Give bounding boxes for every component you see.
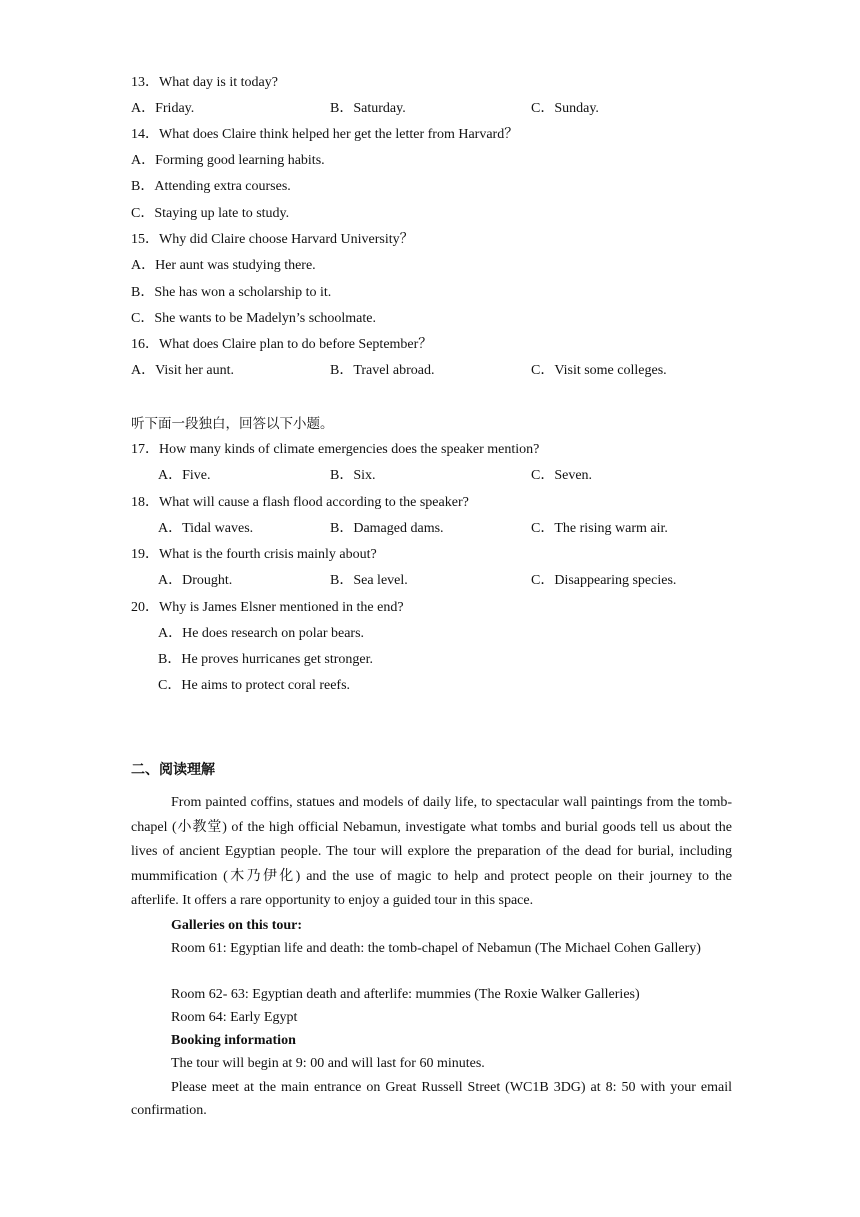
q19-option-c: C．Disappearing species. xyxy=(531,573,677,588)
q20-option-c: C．He aims to protect coral reefs. xyxy=(158,678,351,693)
q17-option-a: A．Five. xyxy=(158,468,211,483)
q16-option-c: C．Visit some colleges. xyxy=(531,363,667,378)
q19-option-b: B．Sea level. xyxy=(330,573,408,588)
question-13: 13．What day is it today? xyxy=(131,75,278,90)
q15-option-a: A．Her aunt was studying there. xyxy=(131,258,316,273)
question-20: 20．Why is James Elsner mentioned in the end? xyxy=(131,600,404,615)
booking-line-1: The tour will begin at 9: 00 and will last for 60 minutes. xyxy=(171,1056,485,1071)
q20-option-a: A．He does research on polar bears. xyxy=(158,626,365,641)
q20-option-b: B．He proves hurricanes get stronger. xyxy=(158,652,373,667)
q15-option-c: C．She wants to be Madelyn’s schoolmate. xyxy=(131,311,376,326)
section-title: 二、阅读理解 xyxy=(131,762,215,778)
question-19: 19．What is the fourth crisis mainly about? xyxy=(131,547,377,562)
question-16: 16．What does Claire plan to do before September？ xyxy=(131,337,433,352)
q19-option-a: A．Drought. xyxy=(158,573,233,588)
q18-option-c: C．The rising warm air. xyxy=(531,521,668,536)
room-64: Room 64: Early Egypt xyxy=(171,1010,298,1025)
booking-line-2: Please meet at the main entrance on Great Russell Street (WC1B 3DG) at 8: 50 with your email confirmation. xyxy=(131,1080,732,1118)
intro-paragraph: From painted coffins, statues and models of daily life, to spectacular wall paintings from the tomb-chapel (小教堂) of the high official Nebamun, investigate what tombs and burial goods tell us about the lives of ancient Egyptian people. The tour will explore the preparation of the dead for burial, including mummification (木乃伊化) and the use of magic to help and protect people on their journey to the afterlife. It offers a rare opportunity to enjoy a guided tour in this space. xyxy=(131,795,732,909)
question-17: 17．How many kinds of climate emergencies does the speaker mention? xyxy=(131,442,540,457)
monologue-instruction: 听下面一段独白，回答以下小题。 xyxy=(131,416,334,432)
q14-option-b: B．Attending extra courses. xyxy=(131,179,291,194)
q14-option-c: C．Staying up late to study. xyxy=(131,206,290,221)
question-15: 15．Why did Claire choose Harvard University？ xyxy=(131,232,414,247)
question-18: 18．What will cause a flash flood according to the speaker? xyxy=(131,495,469,510)
q18-option-b: B．Damaged dams. xyxy=(330,521,444,536)
room-62-63: Room 62- 63: Egyptian death and afterlife: mummies (The Roxie Walker Galleries) xyxy=(171,987,640,1002)
q13-option-b: B．Saturday. xyxy=(330,101,406,116)
q16-option-b: B．Travel abroad. xyxy=(330,363,435,378)
q13-option-a: A．Friday. xyxy=(131,101,195,116)
galleries-heading: Galleries on this tour: xyxy=(171,918,303,933)
question-14: 14．What does Claire think helped her get the letter from Harvard？ xyxy=(131,127,519,142)
q18-option-a: A．Tidal waves. xyxy=(158,521,254,536)
q17-option-b: B．Six. xyxy=(330,468,376,483)
booking-heading: Booking information xyxy=(171,1033,296,1048)
q16-option-a: A．Visit her aunt. xyxy=(131,363,234,378)
q17-option-c: C．Seven. xyxy=(531,468,593,483)
q13-option-c: C．Sunday. xyxy=(531,101,599,116)
q15-option-b: B．She has won a scholarship to it. xyxy=(131,285,332,300)
room-61: Room 61: Egyptian life and death: the tomb-chapel of Nebamun (The Michael Cohen Gallery) xyxy=(171,941,701,956)
q14-option-a: A．Forming good learning habits. xyxy=(131,153,325,168)
